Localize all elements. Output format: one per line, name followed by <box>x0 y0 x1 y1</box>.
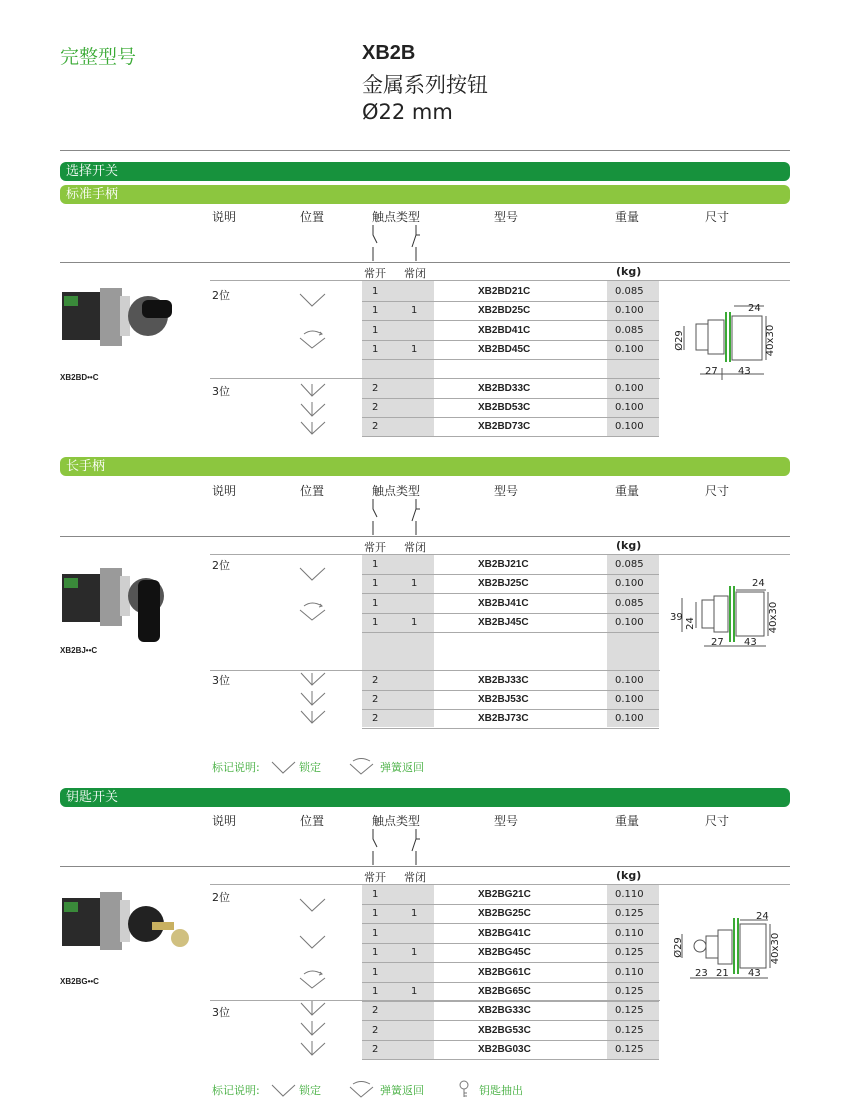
sub-kg: (kg) <box>616 869 642 882</box>
col-dimension: 尺寸 <box>705 484 730 498</box>
sub-no: 常开 <box>364 541 386 554</box>
spring-return-symbol-icon <box>298 968 328 990</box>
col-desc: 说明 <box>212 814 237 828</box>
no-count: 1 <box>372 305 379 317</box>
no-count: 2 <box>372 1005 379 1017</box>
section-label: 完整型号 <box>60 46 137 68</box>
model-number: XB2BG53C <box>478 1024 531 1036</box>
spring-return-symbol-icon <box>348 1079 376 1099</box>
no-count: 2 <box>372 1024 379 1036</box>
model-number: XB2BG45C <box>478 947 531 959</box>
weight-value: 0.100 <box>615 713 644 725</box>
spring-return-symbol-icon <box>298 328 328 350</box>
no-count: 2 <box>372 674 379 686</box>
row-divider <box>362 359 659 360</box>
model-number: XB2BD25C <box>478 305 531 317</box>
col-weight: 重量 <box>615 484 640 498</box>
lock-symbol-icon <box>298 290 328 310</box>
weight-value: 0.085 <box>615 324 644 336</box>
col-position: 位置 <box>300 210 325 224</box>
weight-value: 0.125 <box>615 1024 644 1036</box>
col-desc: 说明 <box>212 210 237 224</box>
nc-count: 1 <box>411 908 418 920</box>
dim-bottom-b: 43 <box>738 366 751 377</box>
product-photo <box>60 888 190 968</box>
product-photo <box>60 282 180 362</box>
position-label: 3位 <box>212 674 230 687</box>
lock-symbol-icon <box>270 1083 298 1099</box>
weight-value: 0.125 <box>615 908 644 920</box>
model-number: XB2BG03C <box>478 1044 531 1056</box>
weight-value: 0.100 <box>615 305 644 317</box>
dim-right: 40x30 <box>768 601 780 634</box>
col-contact: 触点类型 <box>372 210 421 224</box>
model-number: XB2BJ21C <box>478 559 529 570</box>
weight-value: 0.125 <box>615 1005 644 1017</box>
three-position-symbol-icon <box>298 1001 328 1059</box>
contact-symbol-icon <box>362 225 432 261</box>
model-number: XB2BD53C <box>478 402 531 413</box>
model-number: XB2BG21C <box>478 889 531 900</box>
no-count: 2 <box>372 421 379 433</box>
model-number: XB2BG61C <box>478 966 531 978</box>
position-label: 3位 <box>212 1006 230 1019</box>
col-contact: 触点类型 <box>372 484 421 498</box>
no-count: 1 <box>372 947 379 959</box>
lock-symbol-icon <box>298 564 328 584</box>
group-divider <box>210 1000 660 1001</box>
model-number: XB2BG65C <box>478 986 531 997</box>
legend-lock: 锁定 <box>299 761 321 774</box>
no-count: 1 <box>372 908 379 920</box>
no-count: 1 <box>372 889 379 900</box>
three-position-symbol-icon <box>298 382 328 438</box>
dim-left-b: 24 <box>684 617 696 630</box>
no-count: 2 <box>372 713 379 725</box>
table-divider <box>60 536 790 537</box>
dim-right: 40x30 <box>765 324 777 357</box>
weight-value: 0.100 <box>615 421 644 433</box>
nc-count: 1 <box>411 947 418 959</box>
photo-caption: XB2BG••C <box>60 977 99 986</box>
photo-caption: XB2BJ••C <box>60 646 98 655</box>
row-divider <box>362 1059 659 1060</box>
subsection-bar-standard: 标准手柄 <box>60 185 790 204</box>
dim-left: Ø29 <box>673 330 685 351</box>
position-label: 2位 <box>212 289 230 302</box>
dim-bottom-a: 27 <box>705 366 718 377</box>
dim-top: 24 <box>752 578 765 589</box>
col-desc: 说明 <box>212 484 237 498</box>
sub-nc: 常闭 <box>404 871 426 884</box>
dim-bottom-b: 21 <box>716 968 729 979</box>
dim-right: 40x30 <box>770 932 782 965</box>
header-divider <box>60 150 790 151</box>
weight-value: 0.085 <box>615 286 644 297</box>
product-photo <box>60 562 180 646</box>
model-number: XB2BG25C <box>478 908 531 920</box>
model-number: XB2BJ33C <box>478 674 529 686</box>
contact-symbol-icon <box>362 499 432 535</box>
weight-value: 0.125 <box>615 1044 644 1056</box>
col-contact: 触点类型 <box>372 814 421 828</box>
model-number: XB2BD73C <box>478 421 531 433</box>
weight-value: 0.100 <box>615 578 644 590</box>
weight-value: 0.100 <box>615 617 644 629</box>
lock-symbol-icon <box>270 760 298 776</box>
section-bar-key-switch: 钥匙开关 <box>60 788 790 807</box>
col-dimension: 尺寸 <box>705 814 730 828</box>
col-model: 型号 <box>494 814 519 828</box>
model-number: XB2BJ53C <box>478 694 529 705</box>
weight-value: 0.100 <box>615 694 644 705</box>
no-count: 1 <box>372 927 379 939</box>
dim-left-a: 39 <box>670 612 683 623</box>
no-count: 1 <box>372 617 379 629</box>
model-number: XB2BD45C <box>478 344 531 356</box>
sub-no: 常开 <box>364 871 386 884</box>
model-number: XB2BJ73C <box>478 713 529 725</box>
no-count: 1 <box>372 986 379 997</box>
weight-value: 0.100 <box>615 382 644 394</box>
weight-value: 0.125 <box>615 947 644 959</box>
spring-return-symbol-icon <box>298 600 328 622</box>
nc-count: 1 <box>411 578 418 590</box>
legend-spring: 弹簧返回 <box>380 1084 424 1097</box>
weight-value: 0.100 <box>615 402 644 413</box>
no-count: 1 <box>372 966 379 978</box>
subsection-bar-long-handle: 长手柄 <box>60 457 790 476</box>
legend-key: 钥匙抽出 <box>479 1084 523 1097</box>
model-number: XB2BJ25C <box>478 578 529 590</box>
nc-count: 1 <box>411 344 418 356</box>
legend-label: 标记说明: <box>212 761 260 774</box>
no-count: 1 <box>372 559 379 570</box>
group-divider <box>210 670 660 671</box>
sub-nc: 常闭 <box>404 267 426 280</box>
model-number: XB2BD41C <box>478 324 531 336</box>
table-divider <box>60 262 790 263</box>
photo-caption: XB2BD••C <box>60 373 99 382</box>
no-count: 2 <box>372 1044 379 1056</box>
no-count: 1 <box>372 344 379 356</box>
no-count: 1 <box>372 286 379 297</box>
no-count: 1 <box>372 597 379 609</box>
weight-value: 0.110 <box>615 966 644 978</box>
legend-spring: 弹簧返回 <box>380 761 424 774</box>
col-position: 位置 <box>300 484 325 498</box>
product-model: XB2B <box>362 42 416 64</box>
lock-symbol-icon <box>298 932 328 952</box>
nc-count: 1 <box>411 617 418 629</box>
row-divider <box>362 728 659 729</box>
model-number: XB2BD21C <box>478 286 531 297</box>
sub-nc: 常闭 <box>404 541 426 554</box>
weight-value: 0.110 <box>615 927 644 939</box>
model-number: XB2BJ41C <box>478 597 529 609</box>
three-position-symbol-icon <box>298 671 328 727</box>
dim-left: Ø29 <box>672 937 684 958</box>
model-number: XB2BJ45C <box>478 617 529 629</box>
col-dimension: 尺寸 <box>705 210 730 224</box>
col-model: 型号 <box>494 210 519 224</box>
col-model: 型号 <box>494 484 519 498</box>
sub-kg: (kg) <box>616 265 642 278</box>
no-count: 1 <box>372 324 379 336</box>
weight-value: 0.085 <box>615 597 644 609</box>
weight-value: 0.100 <box>615 674 644 686</box>
group-divider <box>210 378 660 379</box>
product-title: 金属系列按钮 <box>362 73 488 97</box>
weight-value: 0.085 <box>615 559 644 570</box>
nc-count: 1 <box>411 305 418 317</box>
col-weight: 重量 <box>615 814 640 828</box>
row-divider <box>362 436 659 437</box>
position-label: 2位 <box>212 891 230 904</box>
dim-bottom-c: 43 <box>748 968 761 979</box>
section-bar-selector: 选择开关 <box>60 162 790 181</box>
col-position: 位置 <box>300 814 325 828</box>
col-weight: 重量 <box>615 210 640 224</box>
no-count: 2 <box>372 382 379 394</box>
no-count: 2 <box>372 694 379 705</box>
lock-symbol-icon <box>298 895 328 915</box>
contact-symbol-icon <box>362 829 432 865</box>
model-number: XB2BG33C <box>478 1005 531 1017</box>
weight-value: 0.125 <box>615 986 644 997</box>
key-icon <box>458 1080 470 1098</box>
dim-top: 24 <box>756 911 769 922</box>
dim-top: 24 <box>748 303 761 314</box>
table-divider <box>210 280 790 281</box>
dim-bottom-b: 43 <box>744 637 757 648</box>
model-number: XB2BD33C <box>478 382 531 394</box>
table-divider <box>60 866 790 867</box>
nc-count: 1 <box>411 986 418 997</box>
dim-bottom-a: 27 <box>711 637 724 648</box>
position-label: 3位 <box>212 385 230 398</box>
no-count: 1 <box>372 578 379 590</box>
sub-no: 常开 <box>364 267 386 280</box>
row-divider <box>362 632 659 633</box>
dim-bottom-a: 23 <box>695 968 708 979</box>
no-count: 2 <box>372 402 379 413</box>
legend-label: 标记说明: <box>212 1084 260 1097</box>
legend-lock: 锁定 <box>299 1084 321 1097</box>
weight-value: 0.100 <box>615 344 644 356</box>
product-size: Ø22 mm <box>362 100 453 124</box>
sub-kg: (kg) <box>616 539 642 552</box>
position-label: 2位 <box>212 559 230 572</box>
weight-value: 0.110 <box>615 889 644 900</box>
model-number: XB2BG41C <box>478 927 531 939</box>
spring-return-symbol-icon <box>348 756 376 776</box>
